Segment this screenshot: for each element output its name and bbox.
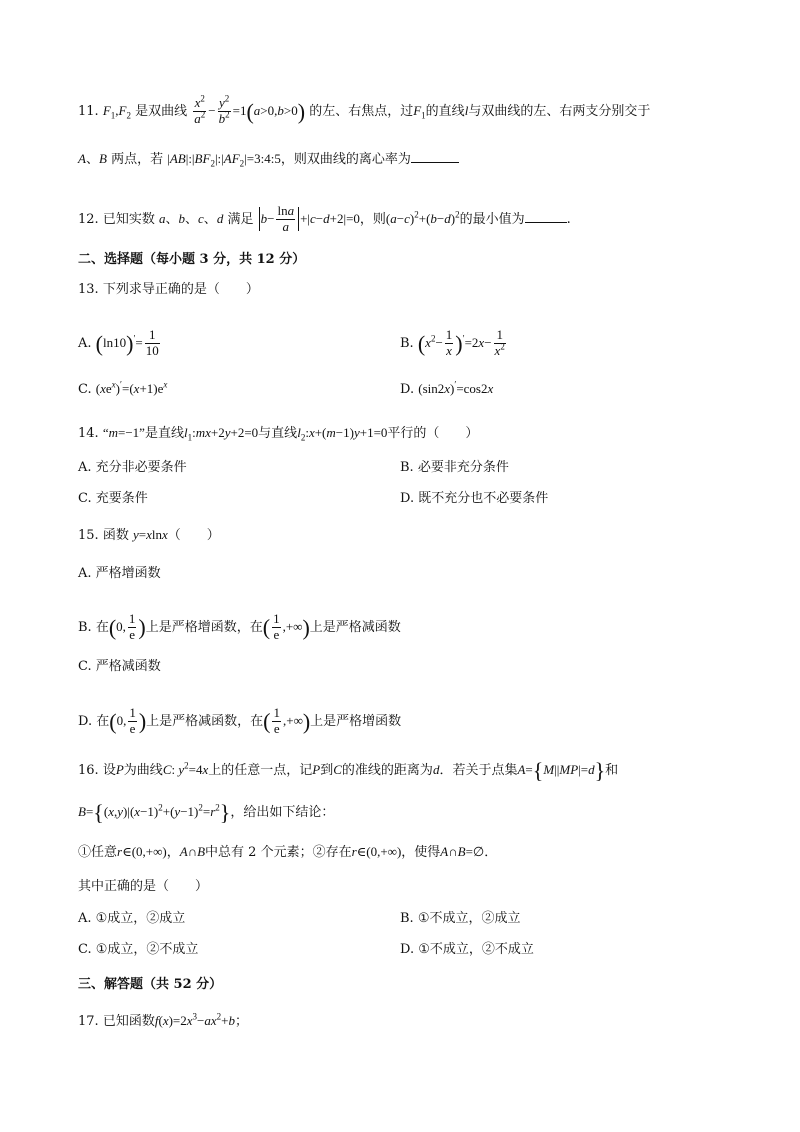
q14-text: 是直线 (144, 426, 184, 441)
q15-option-b[interactable]: B. 在(0, $\frac{1}{e}$ )上是严格增函数，在( $\frac{1}{e}$ ,+∞)上是严格减函数 (78, 611, 401, 642)
q11-text: 与双曲线的左、右两支分别交于 (468, 103, 651, 119)
q16-text: ，给出如下结论： (230, 804, 335, 820)
q15-text: 函数 (102, 528, 129, 543)
q16-text: 到 (320, 762, 334, 778)
q11-text: ，则双曲线的离心率为 (280, 152, 411, 167)
q15-option-d[interactable]: D. 在(0, $\frac{1}{e}$ )上是严格减函数，在( $\frac{1}{e}$ ,+∞)上是严格增函数 (78, 705, 402, 736)
q16-text: ，使得 (401, 845, 441, 860)
option-label: A. (78, 335, 92, 351)
q14-text: 平行的（ ） (387, 426, 479, 441)
q12-text: 满足 (227, 211, 254, 227)
fraction: $\frac{1}{10}$ (145, 327, 159, 358)
q16-option-c[interactable]: C. ①成立，②不成立 (78, 942, 199, 957)
answer-blank[interactable] (525, 222, 567, 223)
q16-text: 为曲线 (123, 762, 163, 778)
question-number: 14. (78, 426, 99, 441)
fraction: $\frac{1}{e}$ (273, 705, 280, 736)
q15-text: 上是严格增函数，在 (145, 619, 263, 635)
q16-line2: $B=\{(x,y)|(x-1)^2+(y-1)^2=r^2\}$，给出如下结论： (78, 800, 335, 825)
q15-text: 上是严格减函数 (309, 619, 401, 635)
q12-text: . (566, 211, 571, 227)
fraction: $\frac{1}{e}$ (128, 611, 136, 642)
q17-line: 17. 已知函数$f(x)=2x^3-ax^2+b$； (78, 1011, 249, 1029)
q15-stem: 15. 函数 y=xlnx（ ） (78, 527, 220, 543)
section-heading: 三、解答题（共 52 分） (78, 977, 223, 992)
q11-line1: 11. $F_1,F_2$ 是双曲线 $\frac{x^2}{a^2}$ − $\frac{y^2}{b^2}$ =1(a>0,b>0) 的左、右焦点，过$F_1$的直线l与双曲线的左、右两支分别交于 (78, 93, 651, 126)
q14-option-a[interactable]: A. 充分非必要条件 (78, 460, 187, 475)
q15-text: D. 在 (78, 713, 110, 729)
q13-option-d[interactable]: D. (sin2x)′=cos2x (400, 379, 494, 397)
q16-option-b[interactable]: B. ①不成立，②成立 (400, 911, 521, 926)
fraction: $\frac{1}{x}$ (445, 327, 453, 358)
q16-text: ．若关于点集 (439, 762, 518, 778)
q16-prompt: 其中正确的是（ ） (78, 879, 209, 894)
q14-option-b[interactable]: B. 必要非充分条件 (400, 460, 509, 475)
fraction: $\frac{1}{e}$ (129, 705, 136, 736)
q16-option-d[interactable]: D. ①不成立，②不成立 (400, 942, 534, 957)
q13-text: 下列求导正确的是（ ） (102, 282, 259, 297)
q16-text: 中总有 2 个元素；②存在 (205, 845, 352, 860)
question-number: 17. (78, 1014, 99, 1029)
question-number: 15. (78, 528, 99, 543)
fraction: $\frac{y^2}{b^2}$ (218, 93, 230, 126)
answer-blank[interactable] (411, 162, 459, 163)
q15-text: B. 在 (78, 619, 109, 635)
section-heading: 二、选择题（每小题 3 分，共 12 分） (78, 252, 306, 267)
fraction: $\frac{\ln a}{a}$ (277, 203, 295, 234)
q13-option-b[interactable]: B. ($x^2-$ $\frac{1}{x}$ )′=2x− $\frac{1}{x^2}$ (400, 327, 505, 358)
question-number: 16. (78, 762, 99, 778)
q16-line3: ①任意r∈(0,+∞)，A∩B中总有 2 个元素；②存在r∈(0,+∞)，使得A∩B=∅． (78, 844, 498, 860)
option-label: B. (400, 335, 414, 351)
q16-text: 设 (102, 762, 116, 778)
question-number: 13. (78, 282, 99, 297)
option-label: D. (400, 382, 415, 397)
q14-option-c[interactable]: C. 充要条件 (78, 491, 148, 506)
q12-text: ，则 (359, 211, 386, 227)
q13-option-c[interactable]: C. $(xe^x)'=(x+1)e^x$ (78, 379, 168, 397)
question-number: 11. (78, 103, 99, 119)
q14-text: 与直线 (258, 426, 298, 441)
q15-text: 上是严格增函数 (310, 713, 402, 729)
q16-text: 和 (605, 762, 619, 778)
option-label: C. (78, 382, 92, 397)
q14-stem: 14. “m=−1”是直线$l_1:mx+2y+2=0$与直线$l_2:x+(m-1)y+1=0$平行的（ ） (78, 425, 479, 443)
question-number: 12. (78, 211, 99, 227)
q13-option-a[interactable]: A. (ln10)′= $\frac{1}{10}$ (78, 327, 159, 358)
q15-text: 上是严格减函数，在 (146, 713, 264, 729)
fraction: $\frac{1}{x^2}$ (494, 327, 505, 358)
q15-text: （ ） (167, 528, 220, 543)
q16-line1: 16. 设P为曲线C: $y^2=4x$上的任意一点，记P到C的准线的距离为d．若关于点集A={M||MP|=d}和 (78, 758, 619, 783)
q16-option-a[interactable]: A. ①成立，②成立 (78, 911, 186, 926)
q12-text: 已知实数 (102, 211, 155, 227)
q14-option-d[interactable]: D. 既不充分也不必要条件 (400, 491, 549, 506)
q17-text: ； (235, 1014, 249, 1029)
q12-line: 12. 已知实数 a、b、c、d 满足 b− $\frac{\ln a}{a}$ +|c−d+2|=0，则$(a-c)^2+(b-d)^2$的最小值为 . (78, 203, 571, 234)
q11-line2: A、B 两点，若 $|AB|:|BF_2|:|AF_2|=3:4:5$，则双曲线的离心率为 (78, 152, 459, 166)
q16-text: ①任意 (78, 845, 118, 860)
q13-stem (78, 283, 259, 296)
q11-text: 的左、右焦点，过 (309, 103, 414, 119)
q11-text: 是双曲线 (135, 103, 188, 119)
fraction: $\frac{1}{e}$ (273, 611, 280, 642)
q16-text: 上的任意一点，记 (208, 762, 313, 778)
q15-option-c[interactable]: C. 严格减函数 (78, 659, 161, 674)
fraction: $\frac{x^2}{a^2}$ (194, 93, 206, 126)
q11-text: 两点，若 (111, 152, 164, 167)
q17-text: 已知函数 (102, 1014, 155, 1029)
q12-text: 的最小值为 (459, 211, 525, 227)
q16-text: 的准线的距离为 (341, 762, 433, 778)
q15-option-a[interactable]: A. 严格增函数 (78, 566, 161, 581)
q11-text: 的直线 (425, 103, 465, 119)
